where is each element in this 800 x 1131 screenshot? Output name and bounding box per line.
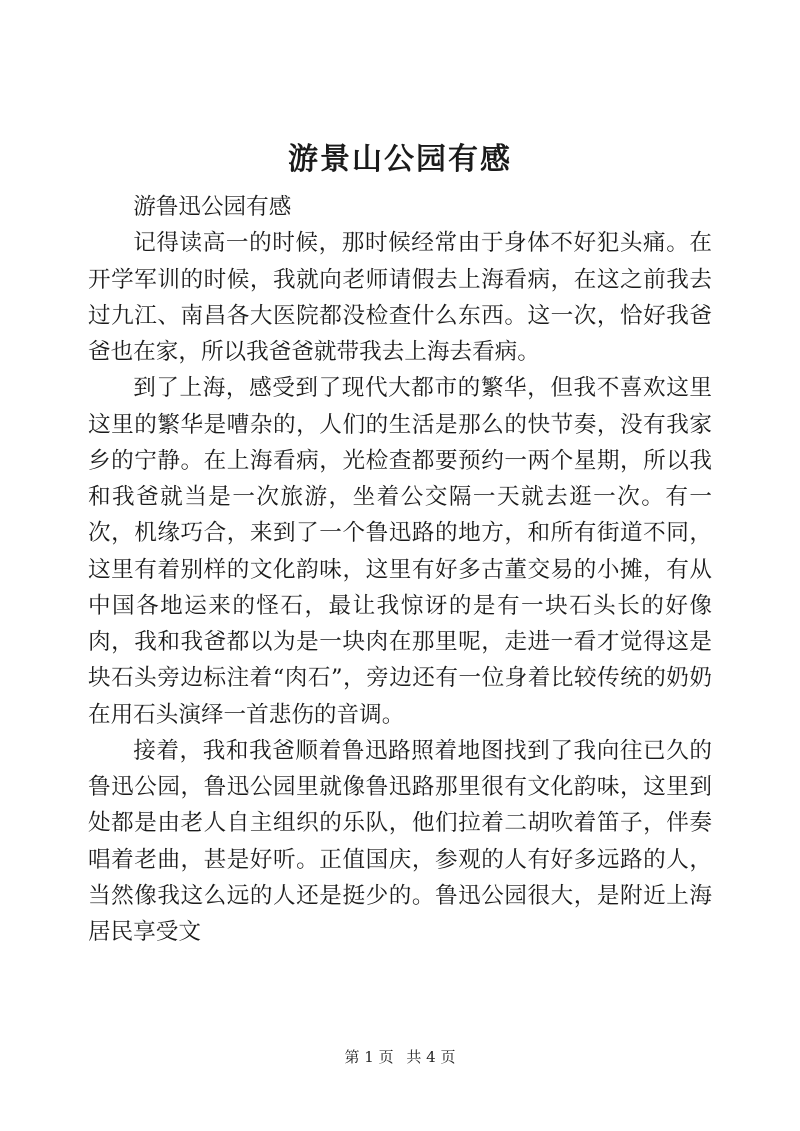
- document-body: [88, 189, 712, 950]
- page-footer: [0, 1047, 800, 1067]
- body-paragraph: 接着，我和我爸顺着鲁迅路照着地图找到了我向往已久的鲁迅公园，鲁迅公园里就像鲁迅路那里很有文化韵味，这里到处都是由老人自主组织的乐队，他们拉着二胡吹着笛子，伴奏唱着老曲，甚是好听。正值国庆，参观的人有好多远路的人，当然像我这么远的人还是挺少的。鲁迅公园很大，是附近上海居民享受文: [88, 737, 712, 945]
- page-total: 共 4 页: [406, 1048, 456, 1066]
- page-number: 第 1 页: [344, 1048, 394, 1066]
- document-title: 游景山公园有感: [288, 142, 512, 177]
- body-paragraph: 记得读高一的时候，那时候经常由于身体不好犯头痛。在开学军训的时候，我就向老师请假去上海看病，在这之前我去过九江、南昌各大医院都没检查什么东西。这一次，恰好我爸爸也在家，所以我爸爸就带我去上海去看病。: [88, 230, 712, 365]
- body-paragraph: 到了上海，感受到了现代大都市的繁华，但我不喜欢这里这里的繁华是嘈杂的，人们的生活是那么的快节奏，没有我家乡的宁静。在上海看病，光检查都要预约一两个星期，所以我和我爸就当是一次旅游，坐着公交隔一天就去逛一次。有一次，机缘巧合，来到了一个鲁迅路的地方，和所有街道不同，这里有着别样的文化韵味，这里有好多古董交易的小摊，有从中国各地运来的怪石，最让我惊讶的是有一块石头长的好像肉，我和我爸都以为是一块肉在那里呢，走进一看才觉得这是块石头旁边标注着“肉石”，旁边还有一位身着比较传统的奶奶在用石头演绎一首悲伤的音调。: [88, 375, 712, 728]
- subtitle-paragraph: 游鲁迅公园有感: [133, 194, 292, 220]
